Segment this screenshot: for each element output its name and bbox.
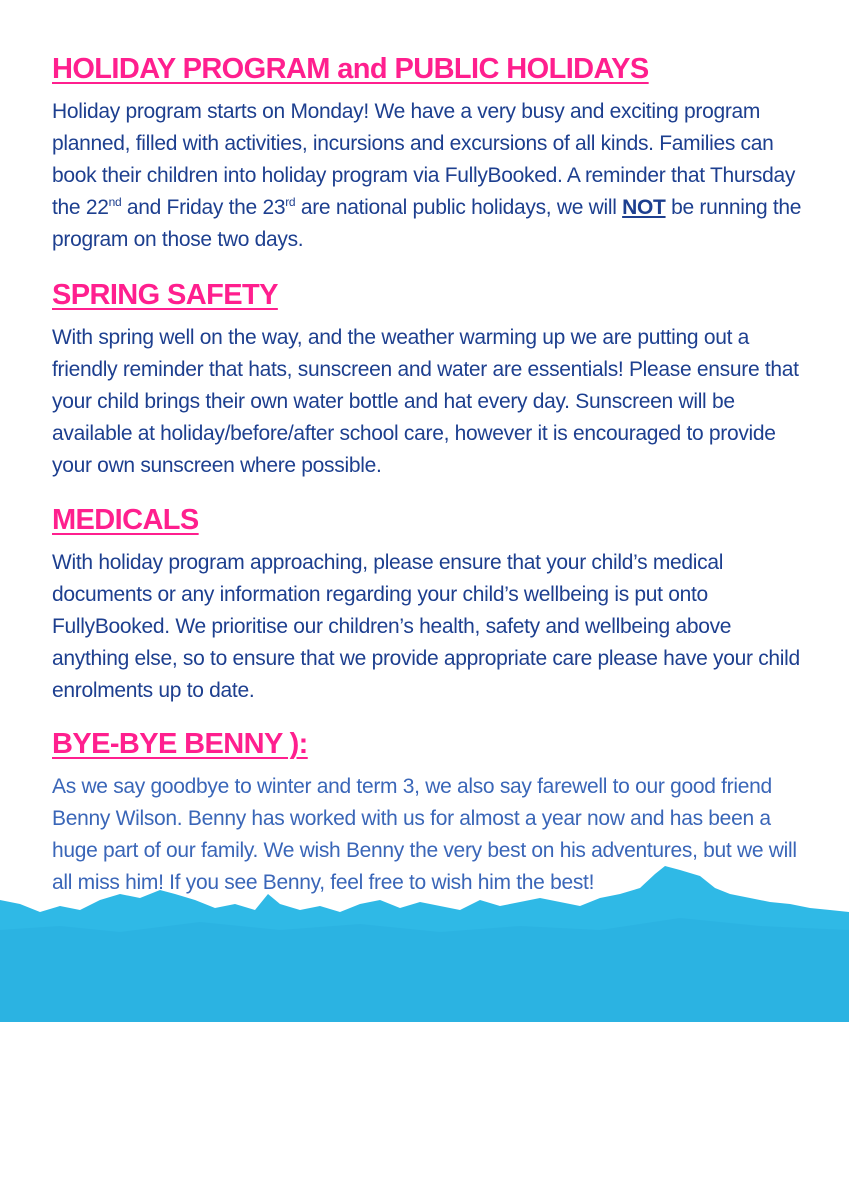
section-heading: MEDICALS [52,504,199,536]
section-medicals [52,503,802,707]
section-body [52,96,802,256]
ordinal-suffix: nd [108,195,122,209]
body-text: are national public holidays, we will [295,196,623,219]
section-heading: SPRING SAFETY [52,279,278,311]
section-holiday-program [52,52,802,256]
decorative-wave [0,860,849,1025]
section-body: With spring well on the way, and the weather warming up we are putting out a friendly reminder that hats, sunscreen and water are essentials! Please ensure that your child brings their own water bottle and hat every day. Sunscreen will be available at holiday/before/after school care, however it is encouraged to provide your own sunscreen where possible. [52,326,799,477]
body-text: Holiday program starts on Monday! We have a very busy and exciting program planned, filled with activities, incursions and excursions of all kinds. Families can book their children into holiday program via FullyBooked. A reminder that Thursday the 22 [52,100,796,219]
wave-shade [0,918,849,1022]
emphasis-not: NOT [622,196,666,219]
section-body: As we say goodbye to winter and term 3, we also say farewell to our good friend Benny Wilson. Benny has worked with us for almost a year now and has been a huge part of our family. We wish Benny the very best on his adventures, but we will all miss him! If you see Benny, feel free to wish him the best! [52,775,797,894]
section-spring-safety [52,278,802,482]
section-body: With holiday program approaching, please ensure that your child’s medical documents or any information regarding your child’s wellbeing is put onto FullyBooked. We prioritise our children’s health, safety and wellbeing above anything else, so to ensure that we provide appropriate care please have your child enrolments up to date. [52,551,800,702]
ordinal-suffix: rd [285,195,296,209]
section-heading: HOLIDAY PROGRAM and PUBLIC HOLIDAYS [52,53,649,85]
body-text: be running the program on those two days. [52,196,802,251]
body-text: and Friday the 23 [121,196,286,219]
section-heading: BYE-BYE BENNY ): [52,728,308,760]
